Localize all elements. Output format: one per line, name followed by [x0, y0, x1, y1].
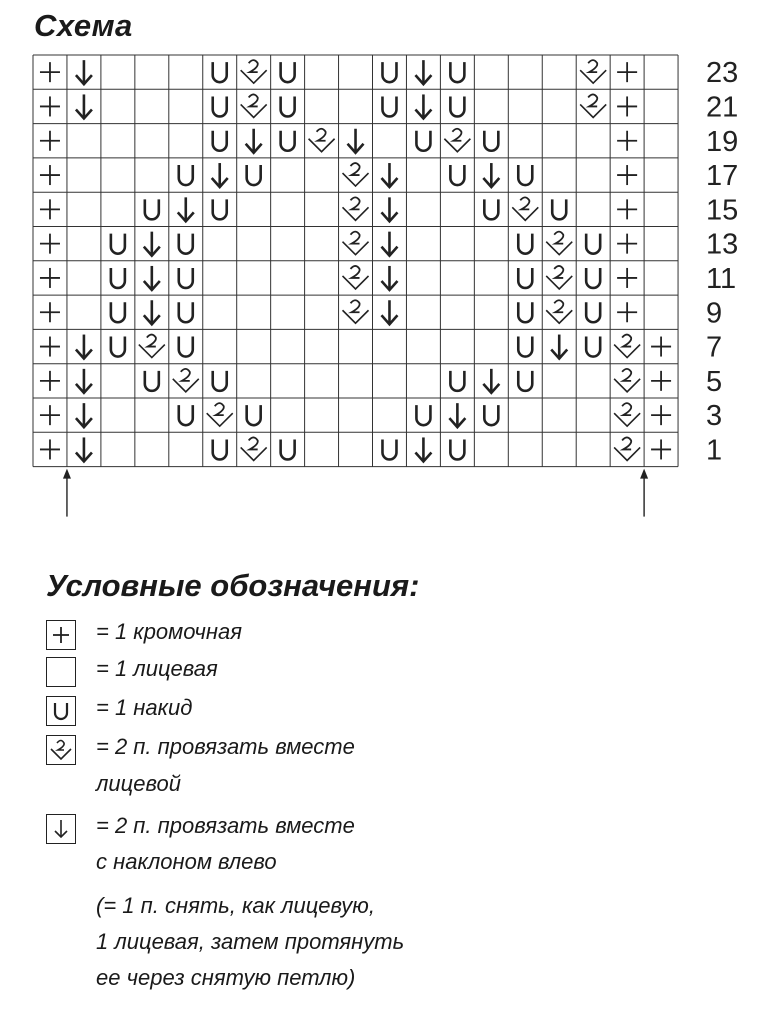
ssk-left-decrease-cell	[144, 266, 160, 290]
yarn-over-cell	[145, 371, 159, 391]
ssk-left-decrease-cell	[246, 129, 262, 153]
edge-stitch-cell	[651, 405, 671, 425]
k2tog-cell	[614, 369, 640, 392]
yarn-over-cell	[518, 371, 532, 391]
row-number: 1	[706, 434, 723, 467]
k2tog-cell	[343, 300, 369, 323]
k2tog-cell	[241, 60, 267, 83]
row-number: 23	[706, 57, 739, 90]
edge-stitch-cell	[40, 439, 60, 459]
yarn-over-cell	[281, 62, 295, 82]
legend-text-ssk-5: ее через снятую петлю)	[96, 965, 356, 990]
ssk-left-decrease-cell	[381, 300, 397, 324]
edge-stitch-cell	[40, 165, 60, 185]
yarn-over-cell	[416, 131, 430, 151]
yarn-over-cell	[518, 165, 532, 185]
yarn-over-cell	[518, 234, 532, 254]
k2tog-cell	[173, 369, 199, 392]
ssk-left-decrease-cell	[415, 437, 431, 461]
repeat-marker-arrow	[63, 469, 71, 517]
legend-text-ssk-4: 1 лицевая, затем протянуть	[96, 929, 405, 954]
yarn-over-cell	[450, 96, 464, 116]
yarn-over-cell	[213, 371, 227, 391]
edge-stitch-cell	[40, 96, 60, 116]
repeat-marker-arrow	[640, 469, 648, 517]
row-number: 11	[706, 262, 737, 295]
ssk-left-decrease-cell	[381, 163, 397, 187]
yarn-over-cell	[450, 62, 464, 82]
edge-stitch-cell	[40, 199, 60, 219]
yarn-over-cell	[281, 131, 295, 151]
yarn-over-cell	[111, 337, 125, 357]
yarn-over-cell	[111, 234, 125, 254]
ssk-left-decrease-cell	[415, 94, 431, 118]
ssk-left-decrease-cell	[76, 335, 92, 359]
legend-text-yarn-over: = 1 накид	[96, 695, 193, 720]
yarn-over-cell	[179, 165, 193, 185]
legend-text-k2tog-2: лицевой	[96, 771, 181, 796]
legend-text-k2tog-1: = 2 п. провязать вместе	[96, 734, 355, 759]
ssk-left-decrease-cell	[381, 232, 397, 256]
yarn-over-cell	[552, 199, 566, 219]
ssk-left-decrease-cell	[381, 197, 397, 221]
row-number: 5	[706, 365, 723, 398]
ssk-left-decrease-cell	[415, 60, 431, 84]
edge-stitch-cell	[617, 234, 637, 254]
yarn-over-cell	[518, 337, 532, 357]
yarn-over-cell	[179, 405, 193, 425]
ssk-left-decrease-cell	[212, 163, 228, 187]
ssk-left-decrease-cell	[76, 94, 92, 118]
edge-stitch-cell	[40, 131, 60, 151]
k2tog-cell	[309, 129, 335, 152]
k2tog-cell	[614, 403, 640, 426]
k2tog-cell	[343, 197, 369, 220]
k2tog-cell	[444, 129, 470, 152]
knit-icon	[46, 657, 76, 687]
yarn-over-cell	[450, 371, 464, 391]
k2tog-cell	[580, 60, 606, 83]
k2tog-cell	[614, 335, 640, 358]
edge-stitch-cell	[40, 234, 60, 254]
ssk-left-decrease-cell	[348, 129, 364, 153]
k2tog-cell	[241, 94, 267, 117]
yarn-over-cell	[518, 268, 532, 288]
yarn-over-cell	[179, 302, 193, 322]
yarn-over-cell	[145, 199, 159, 219]
legend-text-edge-stitch: = 1 кромочная	[96, 619, 242, 644]
k2tog-cell	[343, 163, 369, 186]
yarn-over-cell	[416, 405, 430, 425]
yarn-over-cell	[382, 439, 396, 459]
yarn-over-cell	[247, 405, 261, 425]
yarn-over-cell	[586, 234, 600, 254]
yarn-over-cell	[111, 268, 125, 288]
edge-stitch-cell	[617, 96, 637, 116]
k2tog-cell	[343, 232, 369, 255]
k2tog-cell	[546, 232, 572, 255]
yarn-over-cell	[179, 268, 193, 288]
legend-item-yarn-over	[46, 696, 76, 726]
k2tog-cell	[207, 403, 233, 426]
ssk-left-decrease-cell	[76, 437, 92, 461]
chart-grid	[33, 55, 678, 467]
yarn-over-cell	[450, 165, 464, 185]
ssk-left-decrease-cell	[144, 300, 160, 324]
yarn-over-cell	[484, 199, 498, 219]
legend-item-ssk	[46, 814, 76, 844]
yarn-over-cell	[281, 439, 295, 459]
edge-stitch-cell	[651, 439, 671, 459]
edge-stitch-cell	[40, 405, 60, 425]
legend-item-k2tog	[46, 735, 76, 765]
k2tog-cell	[580, 94, 606, 117]
ssk-left-decrease-cell	[76, 60, 92, 84]
legend-text-ssk-2: с наклоном влево	[96, 849, 277, 874]
k2tog-cell	[343, 266, 369, 289]
edge-stitch-cell	[40, 62, 60, 82]
k2tog-icon	[46, 735, 76, 765]
yarn-over-cell	[281, 96, 295, 116]
k2tog-cell	[546, 266, 572, 289]
arrow-down-icon	[46, 814, 76, 844]
ssk-left-decrease-cell	[449, 403, 465, 427]
legend-text-ssk-1: = 2 п. провязать вместе	[96, 813, 355, 838]
edge-stitch-cell	[617, 165, 637, 185]
yarn-over-cell	[586, 337, 600, 357]
edge-stitch-icon	[46, 620, 76, 650]
edge-stitch-cell	[617, 62, 637, 82]
ssk-left-decrease-cell	[483, 163, 499, 187]
yarn-over-cell	[484, 405, 498, 425]
ssk-left-decrease-cell	[381, 266, 397, 290]
legend-title: Условные обозначения:	[46, 568, 420, 603]
ssk-left-decrease-cell	[76, 369, 92, 393]
edge-stitch-cell	[40, 337, 60, 357]
row-number: 13	[706, 228, 739, 261]
yarn-over-cell	[518, 302, 532, 322]
ssk-left-decrease-cell	[551, 335, 567, 359]
yarn-over-cell	[213, 199, 227, 219]
legend-item-edge-stitch	[46, 620, 76, 650]
row-number: 9	[706, 297, 723, 330]
legend-item-knit	[46, 657, 76, 687]
yarn-over-cell	[213, 439, 227, 459]
ssk-left-decrease-cell	[76, 403, 92, 427]
k2tog-cell	[139, 335, 165, 358]
row-number: 21	[706, 91, 739, 124]
chart-title: Схема	[34, 8, 133, 43]
yarn-over-cell	[382, 96, 396, 116]
yarn-over-cell	[111, 302, 125, 322]
yarn-over-cell	[213, 131, 227, 151]
ssk-left-decrease-cell	[178, 197, 194, 221]
legend-text-knit: = 1 лицевая	[96, 656, 218, 681]
edge-stitch-cell	[651, 337, 671, 357]
row-number: 17	[706, 160, 739, 193]
ssk-left-decrease-cell	[144, 232, 160, 256]
yarn-over-icon	[46, 696, 76, 726]
yarn-over-cell	[179, 234, 193, 254]
yarn-over-cell	[179, 337, 193, 357]
k2tog-cell	[241, 437, 267, 460]
k2tog-cell	[614, 437, 640, 460]
yarn-over-cell	[586, 302, 600, 322]
edge-stitch-cell	[651, 371, 671, 391]
edge-stitch-cell	[617, 302, 637, 322]
yarn-over-cell	[247, 165, 261, 185]
k2tog-cell	[512, 197, 538, 220]
row-number: 3	[706, 400, 723, 433]
k2tog-cell	[546, 300, 572, 323]
row-number: 15	[706, 194, 739, 227]
row-number: 7	[706, 331, 723, 364]
yarn-over-cell	[213, 62, 227, 82]
edge-stitch-cell	[617, 268, 637, 288]
edge-stitch-cell	[40, 371, 60, 391]
row-number: 19	[706, 125, 739, 158]
edge-stitch-cell	[40, 302, 60, 322]
yarn-over-cell	[484, 131, 498, 151]
yarn-over-cell	[382, 62, 396, 82]
edge-stitch-cell	[40, 268, 60, 288]
legend-text-ssk-3: (= 1 п. снять, как лицевую,	[96, 893, 375, 918]
yarn-over-cell	[213, 96, 227, 116]
yarn-over-cell	[586, 268, 600, 288]
yarn-over-cell	[450, 439, 464, 459]
edge-stitch-cell	[617, 199, 637, 219]
edge-stitch-cell	[617, 131, 637, 151]
ssk-left-decrease-cell	[483, 369, 499, 393]
